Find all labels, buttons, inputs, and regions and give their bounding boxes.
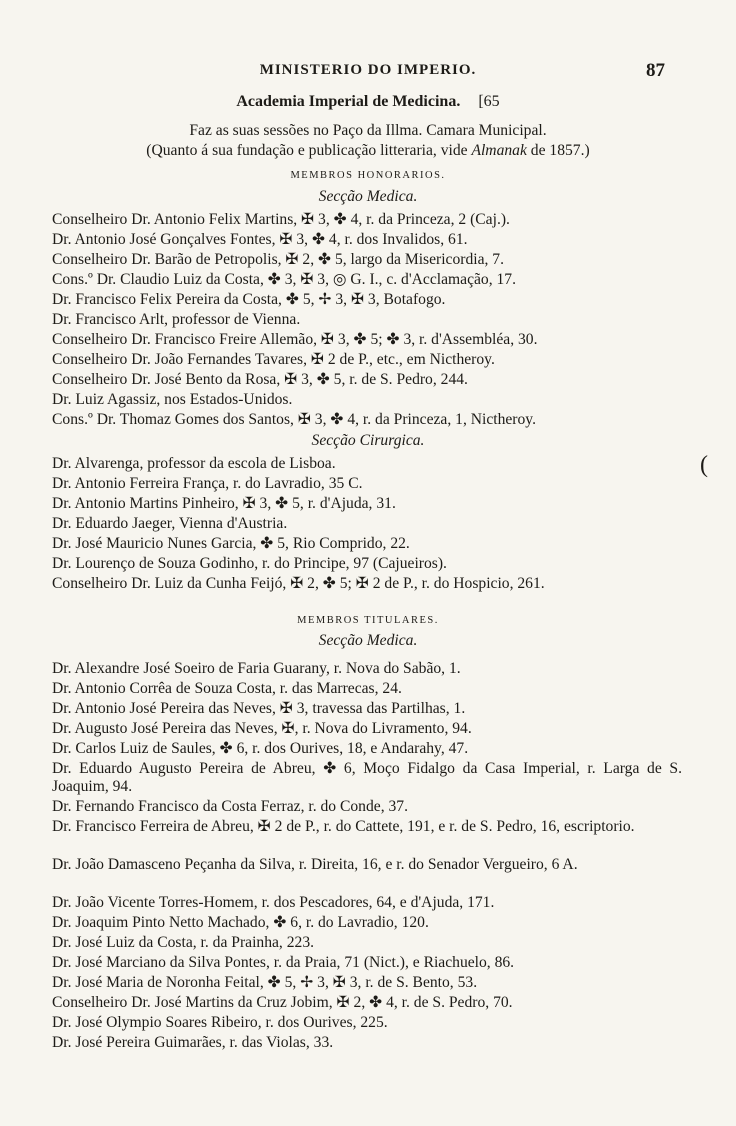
list-item: Dr. José Luiz da Costa, r. da Prainha, 223. [52, 934, 315, 951]
note2-italic: Almanak [471, 142, 527, 159]
list-item: Dr. Joaquim Pinto Netto Machado, ✤ 6, r. do Lavradio, 120. [52, 914, 429, 931]
list-item: Dr. Antonio Ferreira França, r. do Lavradio, 35 C. [52, 475, 363, 492]
list-item: Conselheiro Dr. Luiz da Cunha Feijó, ✠ 2, ✤ 5; ✠ 2 de P., r. do Hospicio, 261. [52, 575, 545, 592]
list-item: Dr. Luiz Agassiz, nos Estados-Unidos. [52, 391, 293, 408]
list-item: Dr. José Pereira Guimarães, r. das Violas, 33. [52, 1034, 334, 1051]
list-item: Conselheiro Dr. José Bento da Rosa, ✠ 3, ✤ 5, r. de S. Pedro, 244. [52, 371, 468, 388]
running-header: MINISTERIO DO IMPERIO. [259, 62, 477, 78]
list-item: Conselheiro Dr. Barão de Petropolis, ✠ 2, ✤ 5, largo da Misericordia, 7. [52, 251, 504, 268]
page-number: 87 [646, 60, 665, 81]
list-item: Dr. Antonio Corrêa de Souza Costa, r. das Marrecas, 24. [52, 680, 402, 697]
list-item: Dr. Antonio José Gonçalves Fontes, ✠ 3, ✤ 4, r. dos Invalidos, 61. [52, 231, 468, 248]
list-item: Dr. José Maria de Noronha Feital, ✤ 5, ✢ 3, ✠ 3, r. de S. Bento, 53. [52, 974, 478, 991]
list-item: Cons.º Dr. Thomaz Gomes dos Santos, ✠ 3, ✤ 4, r. da Princeza, 1, Nictheroy. [52, 411, 536, 428]
institution-name: Academia Imperial de Medicina. [236, 93, 461, 110]
list-item: Dr. Alvarenga, professor da escola de Lisboa. [52, 455, 336, 472]
list-item: Conselheiro Dr. José Martins da Cruz Jobim, ✠ 2, ✤ 4, r. de S. Pedro, 70. [52, 994, 513, 1011]
margin-note: [65 [478, 93, 500, 110]
list-item: Dr. Antonio José Pereira das Neves, ✠ 3, travessa das Partilhas, 1. [52, 700, 466, 717]
list-item: Dr. Augusto José Pereira das Neves, ✠, r. Nova do Livramento, 94. [52, 720, 472, 737]
list-item: Dr. Alexandre José Soeiro de Faria Guarany, r. Nova do Sabão, 1. [52, 660, 461, 677]
list-item: Dr. José Olympio Soares Ribeiro, r. dos Ourives, 225. [52, 1014, 388, 1031]
list-item: Dr. João Vicente Torres-Homem, r. dos Pescadores, 64, e d'Ajuda, 171. [52, 894, 495, 911]
list-item: Dr. Francisco Arlt, professor de Vienna. [52, 311, 301, 328]
margin-mark: ( [700, 452, 708, 478]
titular-heading: MEMBROS TITULARES. [297, 615, 439, 626]
list-item: Dr. Lourenço de Souza Godinho, r. do Principe, 97 (Cajueiros). [52, 555, 447, 572]
titular-medical-heading: Secção Medica. [318, 632, 418, 649]
list-item: Dr. Fernando Francisco da Costa Ferraz, r. do Conde, 37. [52, 798, 408, 815]
list-item: Dr. José Marciano da Silva Pontes, r. da Praia, 71 (Nict.), e Riachuelo, 86. [52, 954, 515, 971]
honorary-surgical-heading: Secção Cirurgica. [311, 432, 425, 449]
note2-post: de 1857.) [530, 142, 590, 159]
list-item: Dr. Eduardo Augusto Pereira de Abreu, ✤ 6, Moço Fidalgo da Casa Imperial, r. Larga de S. Joaquim, 94. [52, 760, 682, 795]
list-item: Cons.º Dr. Claudio Luiz da Costa, ✤ 3, ✠ 3, ◎ G. I., c. d'Acclamação, 17. [52, 271, 516, 288]
list-item: Dr. Antonio Martins Pinheiro, ✠ 3, ✤ 5, r. d'Ajuda, 31. [52, 495, 396, 512]
institution-note-1: Faz as suas sessões no Paço da Illma. Camara Municipal. [189, 122, 547, 139]
list-item: Conselheiro Dr. Antonio Felix Martins, ✠ 3, ✤ 4, r. da Princeza, 2 (Caj.). [52, 211, 510, 228]
list-item: Dr. Eduardo Jaeger, Vienna d'Austria. [52, 515, 288, 532]
list-item: Conselheiro Dr. Francisco Freire Allemão, ✠ 3, ✤ 5; ✤ 3, r. d'Assembléa, 30. [52, 331, 538, 348]
honorary-medical-heading: Secção Medica. [318, 188, 418, 205]
list-item: Conselheiro Dr. João Fernandes Tavares, ✠ 2 de P., etc., em Nictheroy. [52, 351, 495, 368]
institution-title [0, 93, 736, 111]
list-item: Dr. José Mauricio Nunes Garcia, ✤ 5, Rio Comprido, 22. [52, 535, 410, 552]
honorary-heading: MEMBROS HONORARIOS. [290, 170, 446, 181]
list-item: Dr. Francisco Ferreira de Abreu, ✠ 2 de P., r. do Cattete, 191, e r. de S. Pedro, 16, escriptorio. [52, 818, 635, 835]
list-item: Dr. Carlos Luiz de Saules, ✤ 6, r. dos Ourives, 18, e Andarahy, 47. [52, 740, 469, 757]
list-item: Dr. Francisco Felix Pereira da Costa, ✤ 5, ✢ 3, ✠ 3, Botafogo. [52, 291, 446, 308]
note2-pre: (Quanto á sua fundação e publicação litteraria, vide [146, 142, 468, 159]
institution-note-2 [0, 142, 736, 160]
list-item: Dr. João Damasceno Peçanha da Silva, r. Direita, 16, e r. do Senador Vergueiro, 6 A. [52, 856, 578, 873]
